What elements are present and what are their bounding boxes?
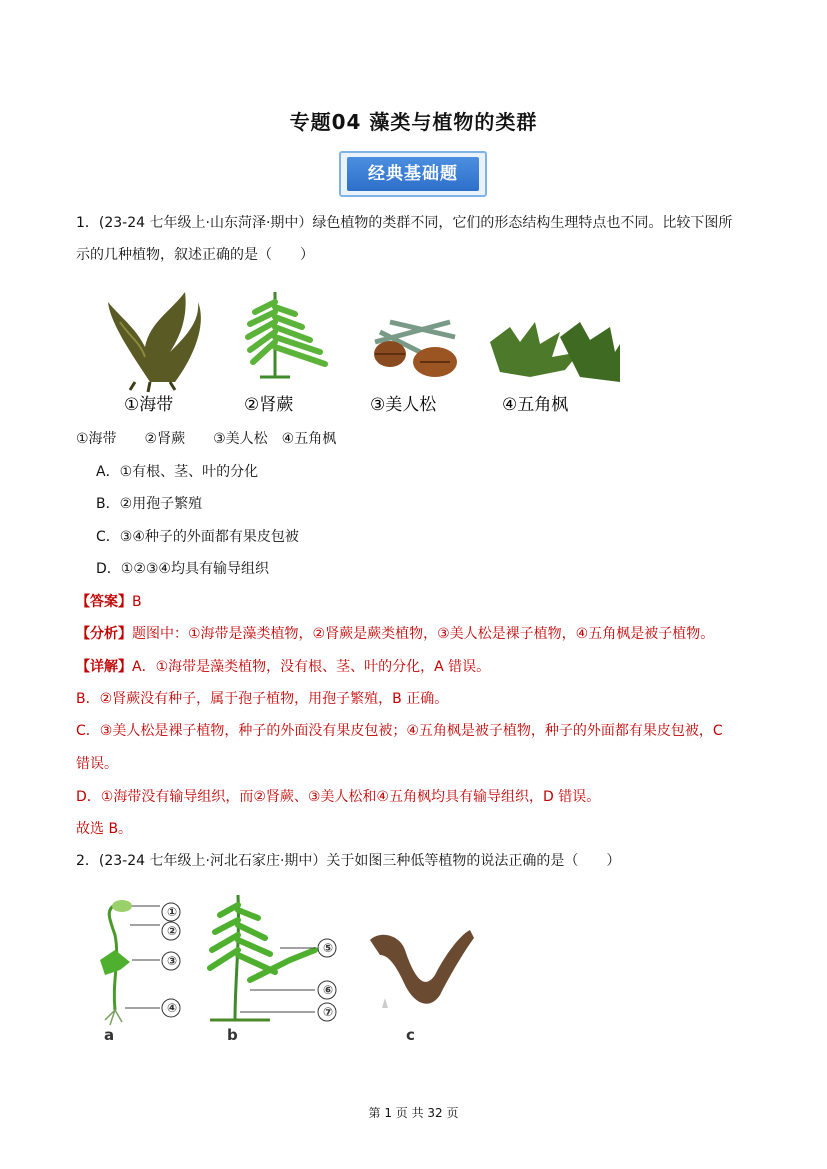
answer-value: B (132, 594, 142, 610)
q1-stem-line2: 示的几种植物，叙述正确的是（ ） (76, 247, 314, 263)
q1-detail-b: B．②肾蕨没有种子，属于孢子植物，用孢子繁殖，B 正确。 (76, 691, 449, 707)
label-6: ⑥ (323, 983, 334, 997)
kelp-diagram-image (370, 930, 474, 1008)
letter-b: b (227, 1026, 238, 1044)
label-1: ① (167, 905, 178, 919)
pine-image (374, 322, 457, 377)
page-footer: 第 1 页 共 32 页 (368, 1106, 459, 1120)
detail-tag: 【详解】 (76, 659, 132, 675)
q1-detail-a (76, 657, 490, 677)
answer-tag: 【答案】 (76, 594, 132, 610)
caption-kelp: ①海带 (124, 395, 174, 415)
fern-diagram-image (210, 895, 336, 1021)
label-3: ③ (167, 954, 178, 968)
q1-option-b: B．②用孢子繁殖 (96, 496, 203, 512)
label-4: ④ (167, 1001, 178, 1015)
banner-label: 经典基础题 (347, 157, 479, 191)
detail-a-text: A．①海带是藻类植物，没有根、茎、叶的分化，A 错误。 (132, 659, 491, 675)
caption-maple: ④五角枫 (502, 395, 569, 415)
q1-conclusion: 故选 B。 (76, 821, 133, 837)
q2-plant-figure (90, 880, 490, 1055)
caption-pine: ③美人松 (370, 395, 437, 415)
q1-option-c: C．③④种子的外面都有果皮包被 (96, 529, 299, 545)
analysis-tag: 【分析】 (76, 626, 132, 642)
q1-answer (76, 592, 142, 612)
q1-legend: ①海带 ②肾蕨 ③美人松 ④五角枫 (76, 431, 337, 447)
q1-detail-c-line1: C．③美人松是裸子植物，种子的外面没有果皮包被；④五角枫是被子植物，种子的外面都有果皮包被，C (76, 723, 723, 739)
label-5: ⑤ (323, 941, 334, 955)
q1-detail-d: D．①海带没有输导组织，而②肾蕨、③美人松和④五角枫均具有输导组织，D 错误。 (76, 789, 601, 805)
analysis-text: 题图中：①海带是藻类植物，②肾蕨是蕨类植物，③美人松是裸子植物，④五角枫是被子植物。 (132, 626, 715, 642)
page-title: 专题04 藻类与植物的类群 (289, 110, 538, 134)
label-7: ⑦ (323, 1005, 334, 1019)
fern-image (248, 292, 325, 377)
q2-stem: 2．(23-24 七年级上·河北石家庄·期中）关于如图三种低等植物的说法正确的是（ ） (76, 853, 621, 869)
kelp-image (108, 292, 201, 392)
section-banner (339, 151, 487, 197)
label-2: ② (167, 924, 178, 938)
q1-option-d: D．①②③④均具有输导组织 (96, 561, 269, 577)
q1-detail-c-line2: 错误。 (76, 756, 118, 772)
caption-fern: ②肾蕨 (244, 395, 294, 415)
q1-plant-figure (90, 282, 630, 422)
q1-option-a: A．①有根、茎、叶的分化 (96, 464, 259, 480)
letter-a: a (104, 1026, 115, 1044)
q1-stem-line1: 1．(23-24 七年级上·山东菏泽·期中）绿色植物的类群不同，它们的形态结构生理特点也不同。比较下图所 (76, 215, 733, 231)
letter-c: c (406, 1026, 415, 1044)
maple-image (490, 322, 620, 382)
q1-analysis (76, 624, 714, 644)
